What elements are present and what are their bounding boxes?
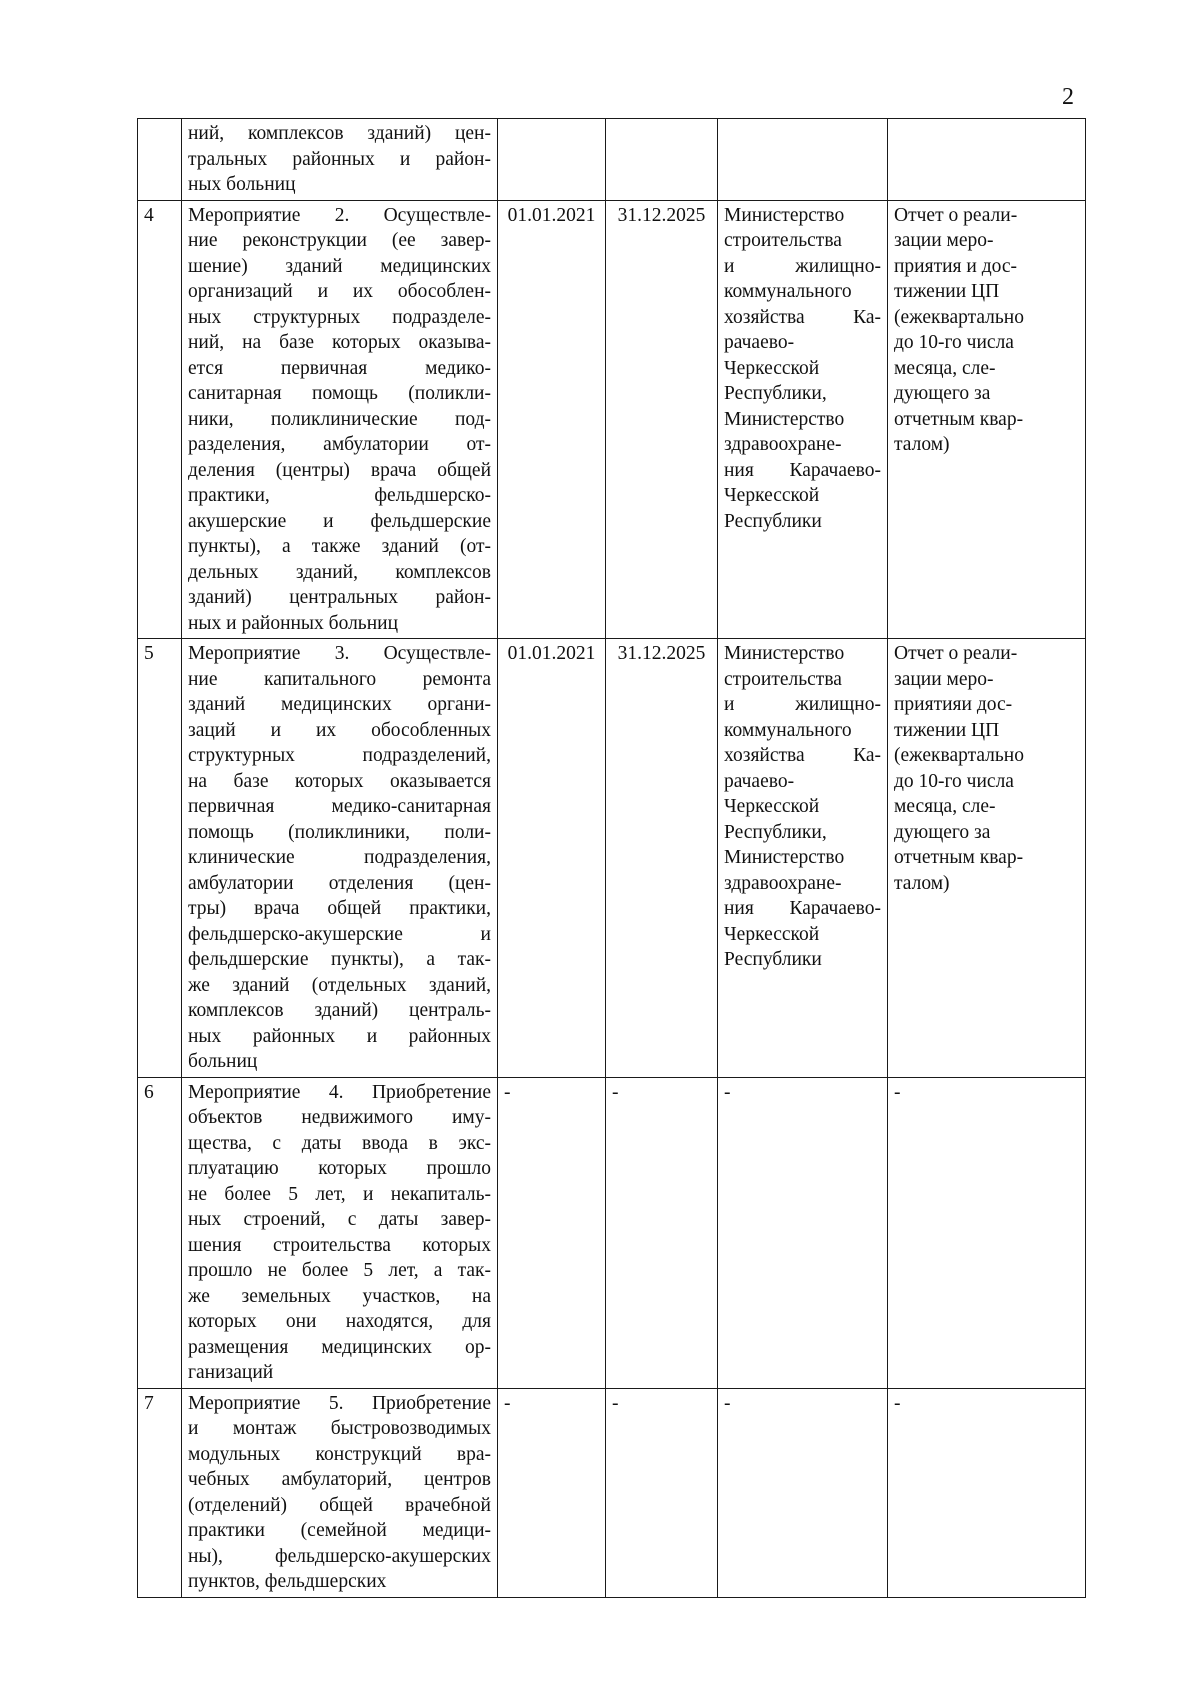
end-date-cell: - xyxy=(606,1077,718,1388)
responsible-line: хозяйства Ка- xyxy=(724,745,881,766)
activity-line: клинические подразделения, xyxy=(188,847,491,868)
row-number: 4 xyxy=(138,200,182,639)
activity-cell xyxy=(182,1077,498,1388)
activity-line: заций и их обособленных xyxy=(188,719,491,741)
activity-line: шения строительства которых xyxy=(188,1234,491,1256)
responsible-line: рачаево- xyxy=(724,332,795,353)
row-number: 6 xyxy=(138,1077,182,1388)
report-cell xyxy=(888,119,1086,201)
activity-line: ется первичная медико- xyxy=(188,357,491,379)
activity-line: Мероприятие 4. Приобретение xyxy=(188,1081,491,1103)
responsible-line: Министерство xyxy=(724,204,845,226)
responsible-cell: - xyxy=(718,1077,888,1388)
activity-line: ники, поликлинические под- xyxy=(188,408,491,430)
activity-line: ных больниц xyxy=(188,174,296,195)
activity-line: зданий медицинских органи- xyxy=(188,694,491,715)
start-date-cell: - xyxy=(498,1077,606,1388)
activity-line: ние реконструкции (ее завер- xyxy=(188,230,491,251)
report-text: Отчет о реали- зации меро- приятияи дос- тижении ЦП (ежеквартально до 10-го числа месяца, сле- дующего за отчетным квар- талом) xyxy=(894,643,1024,894)
activity-line: прошло не более 5 лет, а так- xyxy=(188,1260,491,1281)
activity-line: модульных конструкций вра- xyxy=(188,1443,491,1465)
row-number: 5 xyxy=(138,639,182,1078)
activity-cell xyxy=(182,200,498,639)
activity-line: фельдшерско-акушерские и xyxy=(188,923,491,945)
table-row xyxy=(138,119,1086,201)
activity-line: практики (семейной медици- xyxy=(188,1520,491,1541)
activity-line: пунктов, фельдшерских xyxy=(188,1571,387,1592)
activity-line: Мероприятие 5. Приобретение xyxy=(188,1392,491,1414)
end-date-cell xyxy=(606,119,718,201)
responsible-line: ния Карачаево- xyxy=(724,898,881,919)
activity-line: чебных амбулаторий, центров xyxy=(188,1469,491,1490)
activity-line: же зданий (отдельных зданий, xyxy=(188,974,491,996)
activity-line: акушерские и фельдшерские xyxy=(188,510,491,532)
row-number: 7 xyxy=(138,1388,182,1597)
responsible-line: ния Карачаево- xyxy=(724,459,881,481)
page-number: 2 xyxy=(1062,84,1074,110)
report-cell xyxy=(888,1077,1086,1388)
responsible-line: Черкесской xyxy=(724,357,820,379)
responsible-line: здравоохране- xyxy=(724,872,842,894)
start-date-cell xyxy=(498,119,606,201)
activity-line: ных структурных подразделе- xyxy=(188,306,491,328)
activity-line: помощь (поликлиники, поли- xyxy=(188,821,491,843)
responsible-line: и жилищно- xyxy=(724,255,881,277)
responsible-line: Министерство xyxy=(724,643,845,664)
activity-cell xyxy=(182,1388,498,1597)
responsible-line: Черкесской xyxy=(724,796,820,817)
responsible-line: Республики xyxy=(724,949,822,970)
activity-line: больниц xyxy=(188,1051,258,1072)
activity-line: Мероприятие 3. Осуществле- xyxy=(188,643,491,664)
activity-line: Мероприятие 2. Осуществле- xyxy=(188,204,491,226)
activity-line: (отделений) общей врачебной xyxy=(188,1494,491,1516)
responsible-line: хозяйства Ка- xyxy=(724,306,881,328)
responsible-line: коммунального xyxy=(724,719,852,741)
activity-line: ных строений, с даты завер- xyxy=(188,1209,491,1230)
activity-line: объектов недвижимого иму- xyxy=(188,1107,491,1128)
responsible-line: Республики, xyxy=(724,821,827,843)
activities-table xyxy=(137,118,1086,1598)
activity-line: ны), фельдшерско-акушерских xyxy=(188,1545,491,1567)
activity-line: же земельных участков, на xyxy=(188,1285,491,1307)
activity-cell xyxy=(182,119,498,201)
activity-line: шение) зданий медицинских xyxy=(188,255,491,277)
activity-line: практики, фельдшерско- xyxy=(188,485,491,506)
start-date-cell: 01.01.2021 xyxy=(498,639,606,1078)
report-cell xyxy=(888,200,1086,639)
table-row xyxy=(138,200,1086,639)
start-date-cell: - xyxy=(498,1388,606,1597)
activity-line: тры) врача общей практики, xyxy=(188,898,491,919)
report-text: Отчет о реали- зации меро- приятия и дос- тижении ЦП (ежеквартально до 10-го числа месяца, сле- дующего за отчетным квар- талом) xyxy=(894,204,1024,455)
responsible-line: здравоохране- xyxy=(724,434,842,455)
responsible-line: и жилищно- xyxy=(724,694,881,715)
activity-line: деления (центры) врача общей xyxy=(188,459,491,481)
activity-line: санитарная помощь (поликли- xyxy=(188,383,491,404)
report-cell xyxy=(888,639,1086,1078)
activity-line: организаций и их обособлен- xyxy=(188,281,491,302)
activity-line: ний, комплексов зданий) цен- xyxy=(188,123,491,144)
end-date-cell: 31.12.2025 xyxy=(606,639,718,1078)
table-row xyxy=(138,639,1086,1078)
report-text: - xyxy=(894,1081,901,1103)
activity-line: комплексов зданий) централь- xyxy=(188,1000,491,1021)
responsible-line: Министерство xyxy=(724,847,845,868)
responsible-line: Министерство xyxy=(724,408,845,430)
activity-line: и монтаж быстровозводимых xyxy=(188,1418,491,1439)
report-cell xyxy=(888,1388,1086,1597)
start-date-cell: 01.01.2021 xyxy=(498,200,606,639)
table-row xyxy=(138,1388,1086,1597)
report-text: - xyxy=(894,1392,901,1414)
end-date-cell: - xyxy=(606,1388,718,1597)
responsible-line: рачаево- xyxy=(724,770,795,792)
activity-line: дельных зданий, комплексов xyxy=(188,561,491,583)
responsible-line: коммунального xyxy=(724,281,852,302)
activity-line: разделения, амбулатории от- xyxy=(188,434,491,455)
activity-line: ных и районных больниц xyxy=(188,612,399,634)
responsible-line: строительства xyxy=(724,230,842,251)
responsible-line: Республики, xyxy=(724,383,827,404)
table-row xyxy=(138,1077,1086,1388)
activity-line: пункты), а также зданий (от- xyxy=(188,536,491,557)
activity-line: зданий) центральных район- xyxy=(188,587,491,608)
responsible-cell xyxy=(718,639,888,1078)
activity-line: ных районных и районных xyxy=(188,1025,491,1047)
activity-cell xyxy=(182,639,498,1078)
activity-line: щества, с даты ввода в экс- xyxy=(188,1132,491,1154)
responsible-cell: - xyxy=(718,1388,888,1597)
activity-line: структурных подразделений, xyxy=(188,745,491,766)
activity-line: плуатацию которых прошло xyxy=(188,1158,491,1179)
responsible-line: Республики xyxy=(724,510,822,532)
activity-line: амбулатории отделения (цен- xyxy=(188,872,491,894)
activity-line: на базе которых оказывается xyxy=(188,770,491,792)
responsible-line: Черкесской xyxy=(724,923,820,945)
responsible-cell xyxy=(718,119,888,201)
end-date-cell: 31.12.2025 xyxy=(606,200,718,639)
activity-line: тральных районных и район- xyxy=(188,148,491,170)
responsible-line: Черкесской xyxy=(724,485,820,506)
activity-line: ние капитального ремонта xyxy=(188,668,491,690)
activity-line: фельдшерские пункты), а так- xyxy=(188,949,491,970)
responsible-cell xyxy=(718,200,888,639)
activity-line: ний, на базе которых оказыва- xyxy=(188,332,491,353)
activity-line: которых они находятся, для xyxy=(188,1311,491,1332)
row-number xyxy=(138,119,182,201)
activity-line: первичная медико-санитарная xyxy=(188,796,491,817)
activity-line: размещения медицинских ор- xyxy=(188,1336,491,1358)
activity-line: не более 5 лет, и некапиталь- xyxy=(188,1183,491,1205)
responsible-line: строительства xyxy=(724,668,842,690)
activity-line: ганизаций xyxy=(188,1362,274,1383)
